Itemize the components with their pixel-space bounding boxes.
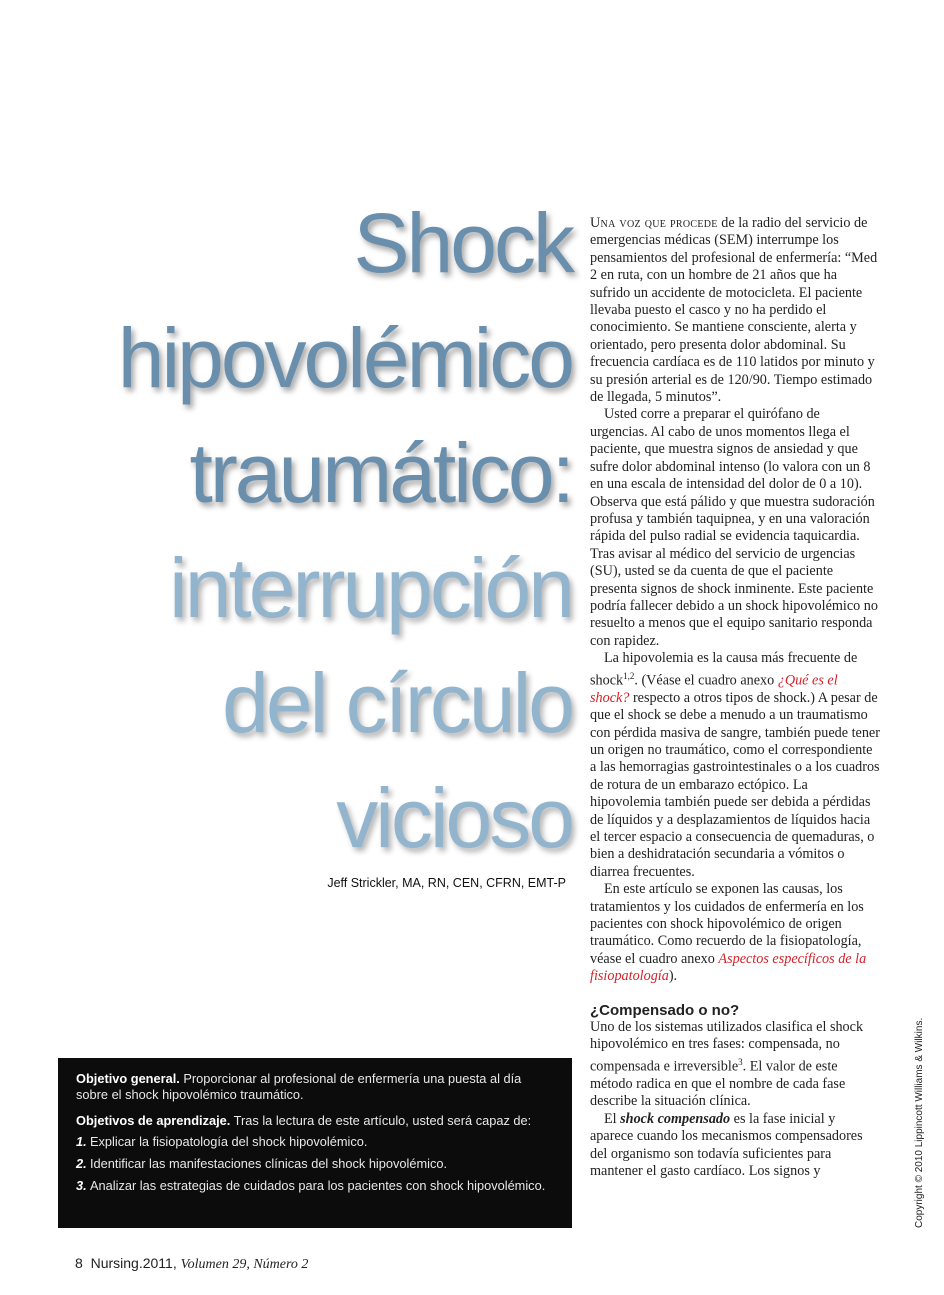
learning-objectives: Objetivos de aprendizaje. Tras la lectura de este artículo, usted será capaz de:	[76, 1113, 532, 1129]
copyright-notice: Copyright © 2010 Lippincott Williams & Wilkins.	[914, 1017, 925, 1228]
author-byline: Jeff Strickler, MA, RN, CEN, CFRN, EMT-P	[327, 876, 566, 890]
title-line-5: del círculo	[222, 656, 572, 750]
body-column	[590, 215, 880, 1180]
issue: Volumen 29, Número 2	[180, 1257, 309, 1272]
section-heading: ¿Compensado o no?	[590, 1001, 740, 1019]
paragraph-2: Usted corre a preparar el quirófano de urgencias. Al cabo de unos momentos llega el paciente, que muestra signos de ansiedad y que sufre dolor abdominal intenso (lo valora con un 8 en una escala de intensidad del dolor de 0 a 10). Observa que está pálido y que muestra sudoración profusa y también taquipnea, y en una valoración rápida del pulso radial se evidencia taquicardia. Tras avisar al médico del servicio de urgencias (SU), usted se da cuenta de que el paciente presenta signos de shock inminente. Este paciente podría fallecer debido a un shock hipovolémico no resuelto a menos que el equipo sanitario responda con rapidez.	[590, 406, 878, 649]
list-item: 2. Identificar las manifestaciones clínicas del shock hipovolémico.	[76, 1155, 448, 1171]
page-number: 8	[75, 1255, 83, 1271]
page-footer	[75, 1255, 308, 1273]
paragraph-5: Uno de los sistemas utilizados clasifica el shock hipovolémico en tres fases: compensada, no compensada e irreversible$^3$. El valor de este método radica en que el nombre de cada fase describe la situación clínica.	[590, 1019, 864, 1110]
paragraph-3: La hipovolemia es la causa más frecuente de shock$^{1,2}$. (Véase el cuadro anexo ¿Qué es el shock? respecto a otros tipos de shock.) A pesar de que el shock se debe a menudo a un traumatismo con pérdida masiva de sangre, también puede tener un origen no traumático, como el correspondiente a las hemorragias gastrointestinales o a los cuadros de rotura de un embarazo ectópico. La hipovolemia también puede ser debida a pérdidas de líquidos y a desplazamientos de líquidos hacia el tercer espacio a consecuencia de quemaduras, o bien a deshidratación secundaria a vómitos o diarrea frecuentes.	[590, 650, 880, 880]
general-objective: Objetivo general. Proporcionar al profesional de enfermería una puesta al día sobre el shock hipovolémico traumático.	[76, 1071, 522, 1103]
title-line-2: hipovolémico	[117, 311, 572, 405]
magazine-name: Nursing.	[90, 1255, 143, 1271]
objectives-list	[76, 1134, 554, 1195]
paragraph-1: Una voz que procede de la radio del servicio de emergencias médicas (SEM) interrumpe los pensamientos del profesional de enfermería: “Med 2 en ruta, con un hombre de 21 años que ha sufrido un accidente de motocicleta. El paciente llevaba puesto el casco y no ha perdido el conocimiento. Se mantiene consciente, alerta y orientado, pero presenta dolor abdominal. Su frecuencia cardíaca es de 110 latidos por minuto y su presión arterial es de 120/90. Tiempo estimado de llegada, 5 minutos”.	[590, 215, 878, 406]
objectives-box	[58, 1058, 572, 1228]
list-item: 3. Analizar las estrategias de cuidados para los pacientes con shock hipovolémico.	[76, 1178, 546, 1194]
paragraph-4: En este artículo se exponen las causas, los tratamientos y los cuidados de enfermería en los pacientes con shock hipovolémico de origen traumático. Como recuerdo de la fisiopatología, véase el cuadro anexo Aspectos específicos de la fisiopatología).	[590, 881, 867, 985]
title-line-6: vicioso	[336, 771, 572, 865]
box-link-que-es-shock[interactable]: ¿Qué es el shock?	[590, 672, 838, 706]
box-link-fisiopatologia[interactable]: Aspectos específicos de la fisiopatología	[590, 950, 867, 985]
year: 2011,	[142, 1255, 177, 1271]
list-item: 1. Explicar la fisiopatología del shock hipovolémico.	[76, 1133, 368, 1149]
lead-in: Una voz que procede	[590, 215, 718, 231]
title-line-4: interrupción	[169, 541, 572, 635]
title-line-1: Shock	[353, 196, 572, 290]
paragraph-6: El shock compensado es la fase inicial y aparece cuando los mecanismos compensadores del organismo son todavía suficientes para mantener el gasto cardíaco. Los signos y	[590, 1110, 863, 1179]
term-shock-compensado: shock compensado	[620, 1110, 731, 1127]
article-title	[118, 186, 572, 876]
title-line-3: traumático:	[189, 426, 572, 520]
